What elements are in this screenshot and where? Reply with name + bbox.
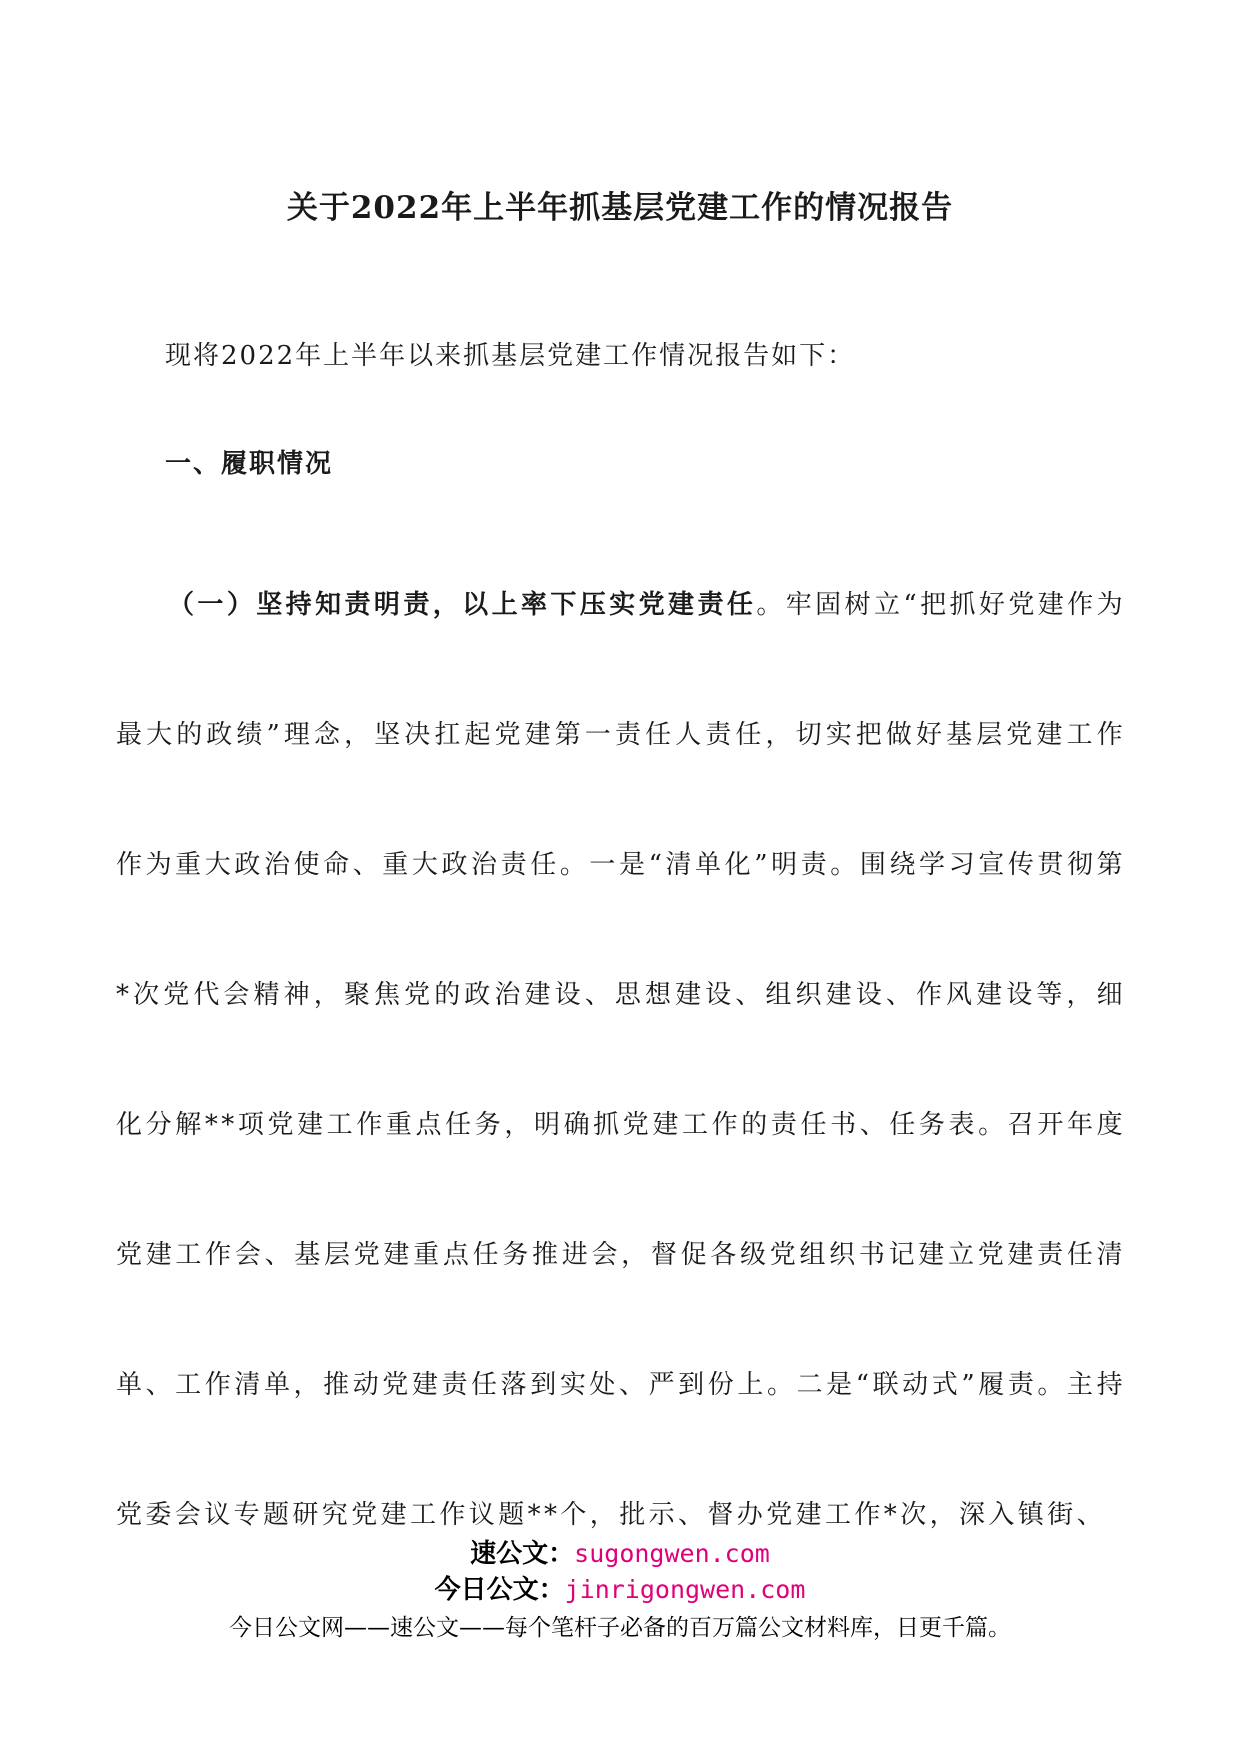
paragraph-lead: （一）坚持知责明责，以上率下压实党建责任 [168, 590, 757, 620]
footer-label-1: 速公文： [470, 1539, 575, 1569]
footer-watermark [0, 1536, 1240, 1646]
footer-line-2 [0, 1572, 1240, 1608]
body-paragraph [116, 540, 1126, 1580]
section-heading: 一、履职情况 [165, 449, 334, 479]
footer-line-1 [0, 1536, 1240, 1572]
footer-label-2: 今日公文： [434, 1575, 565, 1605]
intro-paragraph: 现将2022年上半年以来抓基层党建工作情况报告如下： [165, 341, 856, 371]
footer-tagline: 今日公文网——速公文——每个笔杆子必备的百万篇公文材料库，日更千篇。 [229, 1615, 1011, 1641]
paragraph-body: 。牢固树立“把抓好党建作为最大的政绩”理念，坚决扛起党建第一责任人责任，切实把做好基层党建工作作为重大政治使命、重大政治责任。一是“清单化”明责。围绕学习宣传贯彻第*次党代会精神，聚焦党的政治建设、思想建设、组织建设、作风建设等，细化分解**项党建工作重点任务，明确抓党建工作的责任书、任务表。召开年度党建工作会、基层党建重点任务推进会，督促各级党组织书记建立党建责任清单、工作清单，推动党建责任落到实处、严到份上。二是“联动式”履责。主持党委会议专题研究党建工作议题**个，批示、督办党建工作*次，深入镇街、 [116, 590, 1126, 1530]
document-title: 关于2022年上半年抓基层党建工作的情况报告 [286, 190, 954, 226]
footer-link-sugongwen[interactable]: sugongwen.com [574, 1539, 770, 1568]
footer-link-jinrigongwen[interactable]: jinrigongwen.com [564, 1575, 806, 1604]
